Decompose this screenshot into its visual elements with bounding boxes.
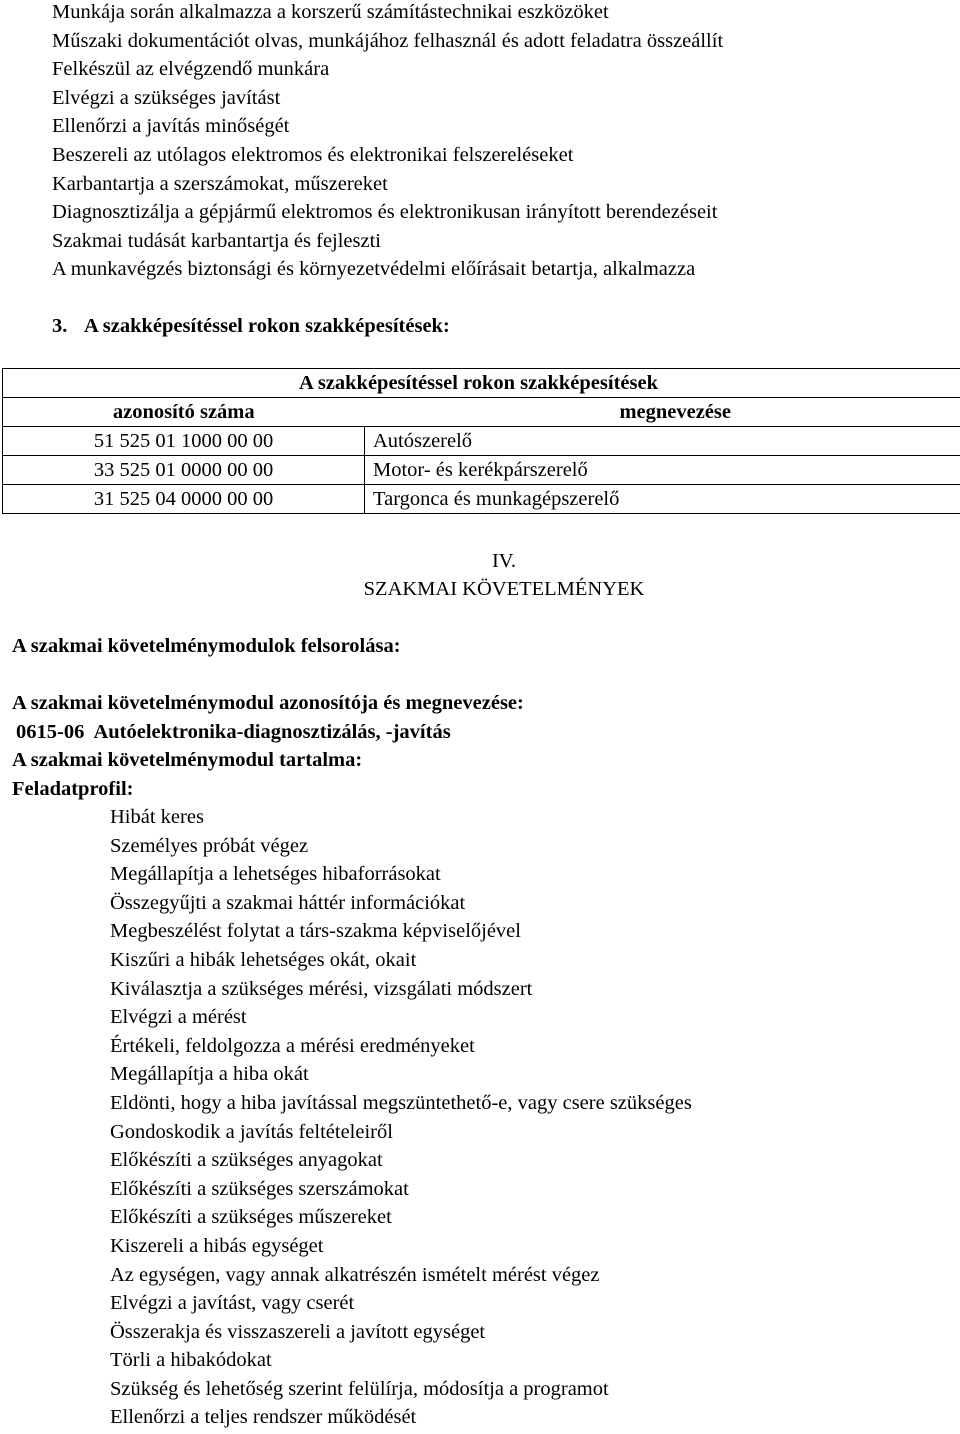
module-id-value: 0615-06 Autóelektronika-diagnosztizálás, -javítás <box>16 721 451 743</box>
list-item: Elvégzi a javítást, vagy cserét <box>110 1292 355 1315</box>
list-item: Törli a hibakódokat <box>110 1349 272 1372</box>
list-item: Eldönti, hogy a hiba javítással megszüntethető-e, vagy csere szükséges <box>110 1091 692 1114</box>
list-item: Karbantartja a szerszámokat, műszereket <box>52 172 388 195</box>
table-header-row <box>3 398 960 427</box>
cell-id: 33 525 01 0000 00 00 <box>3 456 365 485</box>
list-item: Személyes próbát végez <box>110 834 309 857</box>
module-list-title: A szakmai követelménymodulok felsorolása: <box>12 635 401 657</box>
list-item: Előkészíti a szükséges műszereket <box>110 1206 392 1229</box>
list-item: Felkészül az elvégzendő munkára <box>52 58 330 81</box>
list-item: Szükség és lehetőség szerint felülírja, módosítja a programot <box>110 1377 609 1400</box>
list-item: Ellenőrzi a teljes rendszer működését <box>110 1406 417 1429</box>
list-item: Szakmai tudását karbantartja és fejleszti <box>52 229 382 252</box>
list-item: Megbeszélést folytat a társ-szakma képviselőjével <box>110 920 521 943</box>
module-content-label: A szakmai követelménymodul tartalma: <box>12 749 363 771</box>
table-row <box>3 485 960 514</box>
section-title: A szakképesítéssel rokon szakképesítések: <box>84 315 450 337</box>
list-item: A munkavégzés biztonsági és környezetvédelmi előírásait betartja, alkalmazza <box>52 258 696 281</box>
list-item: Munkája során alkalmazza a korszerű számítástechnikai eszközöket <box>52 1 609 23</box>
list-item: Összerakja és visszaszereli a javított egységet <box>110 1320 486 1343</box>
list-item: Műszaki dokumentációt olvas, munkájához felhasznál és adott feladatra összeállít <box>52 29 724 52</box>
part-title: SZAKMAI KÖVETELMÉNYEK <box>363 578 645 600</box>
table-row <box>3 456 960 485</box>
cell-name: Motor- és kerékpárszerelő <box>365 456 960 485</box>
list-item: Az egységen, vagy annak alkatrészén ismételt mérést végez <box>110 1263 600 1286</box>
list-item: Elvégzi a mérést <box>110 1006 247 1029</box>
list-item: Megállapítja a hiba okát <box>110 1063 309 1086</box>
related-qualifications-table <box>2 368 960 514</box>
list-item: Előkészíti a szükséges szerszámokat <box>110 1177 409 1200</box>
cell-name: Autószerelő <box>365 427 960 456</box>
cell-id: 31 525 04 0000 00 00 <box>3 485 365 514</box>
section-number: 3. <box>52 315 68 337</box>
header-name: megnevezése <box>365 398 960 427</box>
task-profile-list <box>110 803 692 1432</box>
table-row <box>3 427 960 456</box>
list-item: Megállapítja a lehetséges hibaforrásokat <box>110 863 441 886</box>
table-caption: A szakképesítéssel rokon szakképesítések <box>3 369 960 398</box>
list-item: Kiszereli a hibás egységet <box>110 1234 324 1257</box>
header-id: azonosító száma <box>3 398 365 427</box>
list-item: Hibát keres <box>110 806 204 828</box>
list-item: Kiválasztja a szükséges mérési, vizsgálati módszert <box>110 977 533 1000</box>
part-number: IV. <box>491 550 517 572</box>
table-caption-row <box>3 369 960 398</box>
cell-id: 51 525 01 1000 00 00 <box>3 427 365 456</box>
list-item: Összegyűjti a szakmai háttér információkat <box>110 891 466 914</box>
list-item: Beszereli az utólagos elektromos és elektronikai felszereléseket <box>52 143 574 166</box>
intro-task-list <box>52 0 723 284</box>
module-id-label: A szakmai követelménymodul azonosítója és megnevezése: <box>12 692 524 714</box>
profile-label: Feladatprofil: <box>12 778 134 800</box>
list-item: Elvégzi a szükséges javítást <box>52 86 281 109</box>
section-3-heading <box>52 312 450 341</box>
list-item: Gondoskodik a javítás feltételeiről <box>110 1120 393 1143</box>
list-item: Diagnosztizálja a gépjármű elektromos és elektronikusan irányított berendezéseit <box>52 201 718 224</box>
list-item: Kiszűri a hibák lehetséges okát, okait <box>110 948 417 971</box>
list-item: Értékeli, feldolgozza a mérési eredményeket <box>110 1034 475 1057</box>
list-item: Ellenőrzi a javítás minőségét <box>52 115 290 138</box>
cell-name: Targonca és munkagépszerelő <box>365 485 960 514</box>
list-item: Előkészíti a szükséges anyagokat <box>110 1149 383 1172</box>
